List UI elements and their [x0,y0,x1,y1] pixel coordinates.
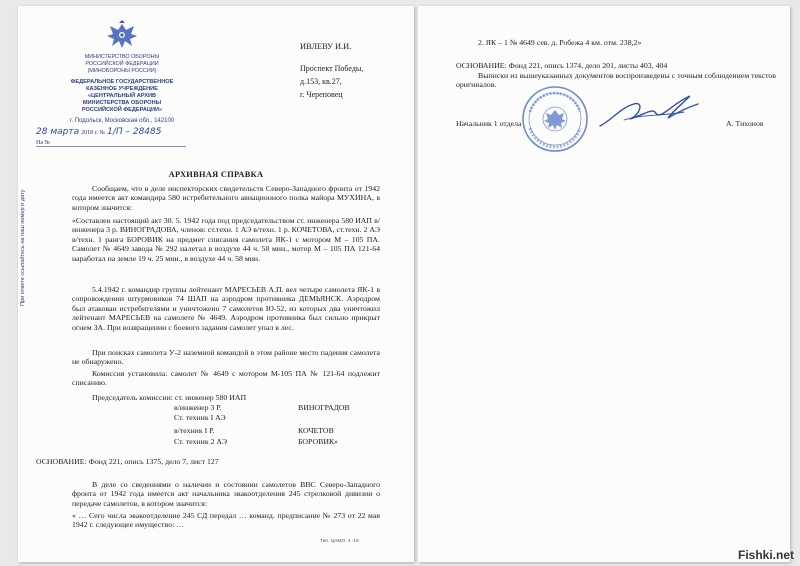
commission-member-3-name: КОЧЕТОВ [298,426,334,435]
registration-on-label: На № [36,140,51,146]
addressee-line-3: д.153, кв.27, [300,77,342,86]
registration-line [36,127,216,141]
commission-chair: Председатель комиссии: ст. инженер 580 ИАП [92,393,247,402]
basis-line: ОСНОВАНИЕ: Фонд 221, опись 1375, дело 7, лист 127 [36,457,219,466]
handwritten-signature [594,90,704,134]
signer-position: Начальник 1 отдела [456,119,522,128]
note-paragraph: Выписки из вышеуказанных документов воспроизведены с точным соблюдением текстов оригиналов. [456,71,776,90]
footer-print-note: Тип. ЦАМО. 4 -16 [320,539,359,544]
commission-member-4-role: Ст. техник 2 АЭ [174,437,227,446]
institution-line-2: КАЗЕННОЕ УЧРЕЖДЕНИЕ [86,86,158,92]
official-seal-stamp [520,84,590,154]
ministry-line-2: РОССИЙСКОЙ ФЕДЕРАЦИИ [85,61,159,67]
paragraph-evacuation: В деле со сведениями о наличии и состоянии самолетов ВВС Северо-Западного фронта от 1942 года имеется акт начальника эвакоотделения 245 стрелковой дивизии о передаче самолетов, в котором значится: [72,480,380,508]
commission-member-2-role: Ст. техник I АЭ [174,413,226,422]
commission-member-3-role: в/техник I Р. [174,426,215,435]
registration-number: 1/П – 28485 [107,127,162,137]
addressee-line-2: Проспект Победы, [300,64,364,73]
registration-year: 2018 г. № [81,130,106,136]
paragraph-intro: Сообщаем, что в деле инспекторских свидетельств Северо-Западного фронта от 1942 года имеется акт командира 580 истребительного авиационного полка майора МУХИНА, в котором значится: [72,184,380,212]
left-page [18,6,414,562]
institution-line-1: ФЕДЕРАЛЬНОЕ ГОСУДАРСТВЕННОЕ [70,79,174,85]
paragraph-commission: Комиссия установила: самолет № 4649 с мотором М-105 ПА № 121-64 подлежит списанию. [72,369,380,388]
commission-member-1-role: в/инженер 3 Р. [174,403,222,412]
addressee-line-4: г. Череповец [300,90,343,99]
institution-line-5: РОССИЙСКОЙ ФЕДЕРАЦИИ» [81,107,163,113]
site-watermark: Fishki.net [737,548,794,562]
right-page [418,6,790,562]
commission-member-1-name: ВИНОГРАДОВ [298,403,350,412]
paragraph-mission: 5.4.1942 г. командир группы лейтенант МАРЕСЬЕВ А.П. вел четыре самолета ЯК-1 в сопровождении штурмовиков 74 ШАП на аэродром противника ДЕМЬЯНСК. Аэродром был атакован истребителями и уничтожено 7 самолетов Ю-52, из которых два уничтожил лейтенант МАРЕСЬЕВ на самолете № 4649. Аэродром противника был сильно прикрыт огнем ЗА. При возвращении с боевого задания самолет упал в лес. [72,285,380,332]
institution-line-3: «ЦЕНТРАЛЬНЫЙ АРХИВ [87,93,157,99]
document-title: АРХИВНАЯ СПРАВКА [168,170,264,179]
signer-name: А. Тихонов [726,119,764,128]
ministry-line-3: (МИНОБОРОНЫ РОССИИ) [87,68,157,74]
double-headed-eagle-emblem-icon [104,20,140,52]
item-line: 2. ЯК – 1 № 4649 сев. д. Робежа 4 км. отм. 238,2» [478,38,642,47]
institution-line-4: МИНИСТЕРСТВА ОБОРОНЫ [82,100,162,106]
paragraph-act: «Составлен настоящий акт 30. 5. 1942 года под председательством ст. инженера 580 ИАП в/инженера 3 р. ВИНОГРАДОВА, членов: ст.техн. 1 АЭ в/техн. 1 р. КОЧЕТОВА, ст.техн. 2 АЭ в/техн. 1 ранга БОРОВИК на предмет списания самолета ЯК-1 с мотором М – 105 ПА. Самолет № 4649 завода № 292 налетал в воздухе 44 ч. 58 мин., мотор М – 105 ПА 121-64 наработал на земле 19 ч. 25 мин., в воздухе 44 ч. 58 мин. [72,216,380,263]
addressee-name: ИВЛЕВУ И.И. [300,42,352,51]
paragraph-search: При поисках самолета У-2 наземной командой в этом районе место падения самолета не обнаружено. [72,348,380,367]
registration-date: 28 марта [36,127,80,137]
paragraph-quote: « … Сего числа эвакоотделение 245 СД передал … команд. предписание № 273 от 22 мая 1942 г. следующее имущество: … [72,511,380,530]
commission-member-4-name: БОРОВИК» [298,437,339,446]
side-note: При ответе ссылайтесь на наш номер и дату [20,189,26,306]
basis-line-right: ОСНОВАНИЕ: Фонд 221, опись 1374, дело 201, листы 403, 404 [456,61,668,70]
ministry-line-1: МИНИСТЕРСТВО ОБОРОНЫ [84,54,160,60]
city-line: г. Подольск, Московская обл., 142100 [70,118,175,124]
registration-on-line [36,140,186,147]
